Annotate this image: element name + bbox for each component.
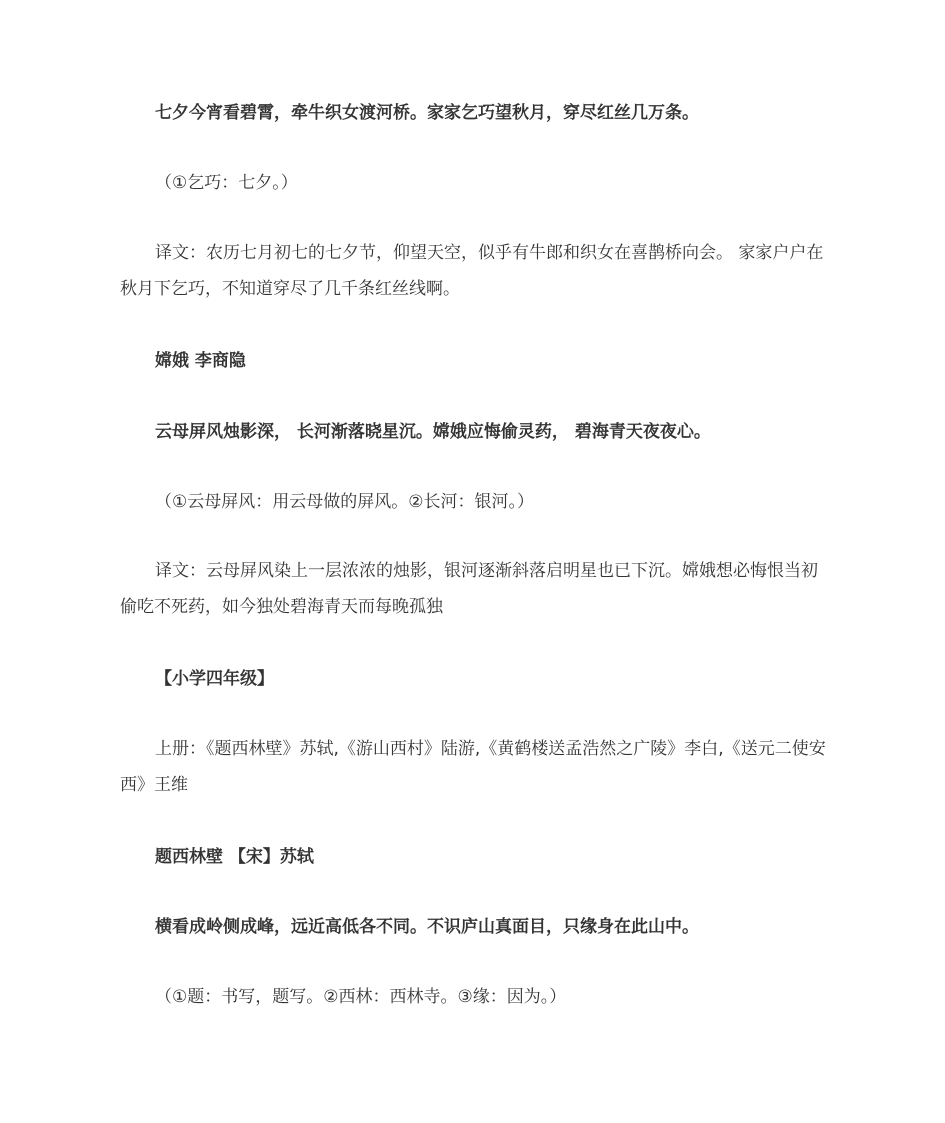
poem-xilinbi-text: 横看成岭侧成峰，远近高低各不同。不识庐山真面目，只缘身在此山中。 (155, 917, 699, 937)
grade-four-volume-list: 上册：《题西林壁》苏轼,《游山西村》陆游,《黄鹤楼送孟浩然之广陵》李白,《送元二使安西》王维 (120, 739, 826, 795)
poem-change-text: 云母屏风烛影深， 长河渐落晓星沉。嫦娥应悔偷灵药， 碧海青天夜夜心。 (155, 422, 711, 442)
poem-qixi-note: （①乞巧：七夕。） (155, 173, 298, 193)
poem-change-translation: 译文：云母屏风染上一层浓浓的烛影，银河逐渐斜落启明星也已下沉。嫦娥想必悔恨当初偷吃不死药，如今独处碧海青天而每晚孤独 (120, 561, 818, 617)
poem-xilinbi-note: （①题：书写，题写。②西林：西林寺。③缘：因为。） (155, 987, 567, 1007)
poem-qixi-text: 七夕今宵看碧霄，牵牛织女渡河桥。家家乞巧望秋月，穿尽红丝几万条。 (155, 103, 699, 123)
poem-change-note: （①云母屏风：用云母做的屏风。②长河：银河。） (155, 492, 534, 512)
poem-xilinbi-title: 题西林壁 【宋】苏轼 (155, 847, 314, 867)
poem-change-title: 嫦娥 李商隐 (155, 351, 246, 371)
grade-four-heading: 【小学四年级】 (155, 669, 274, 689)
poem-qixi-translation: 译文：农历七月初七的七夕节，仰望天空，似乎有牛郎和织女在喜鹊桥向会。 家家户户在秋月下乞巧，不知道穿尽了几千条红丝线啊。 (120, 243, 824, 299)
